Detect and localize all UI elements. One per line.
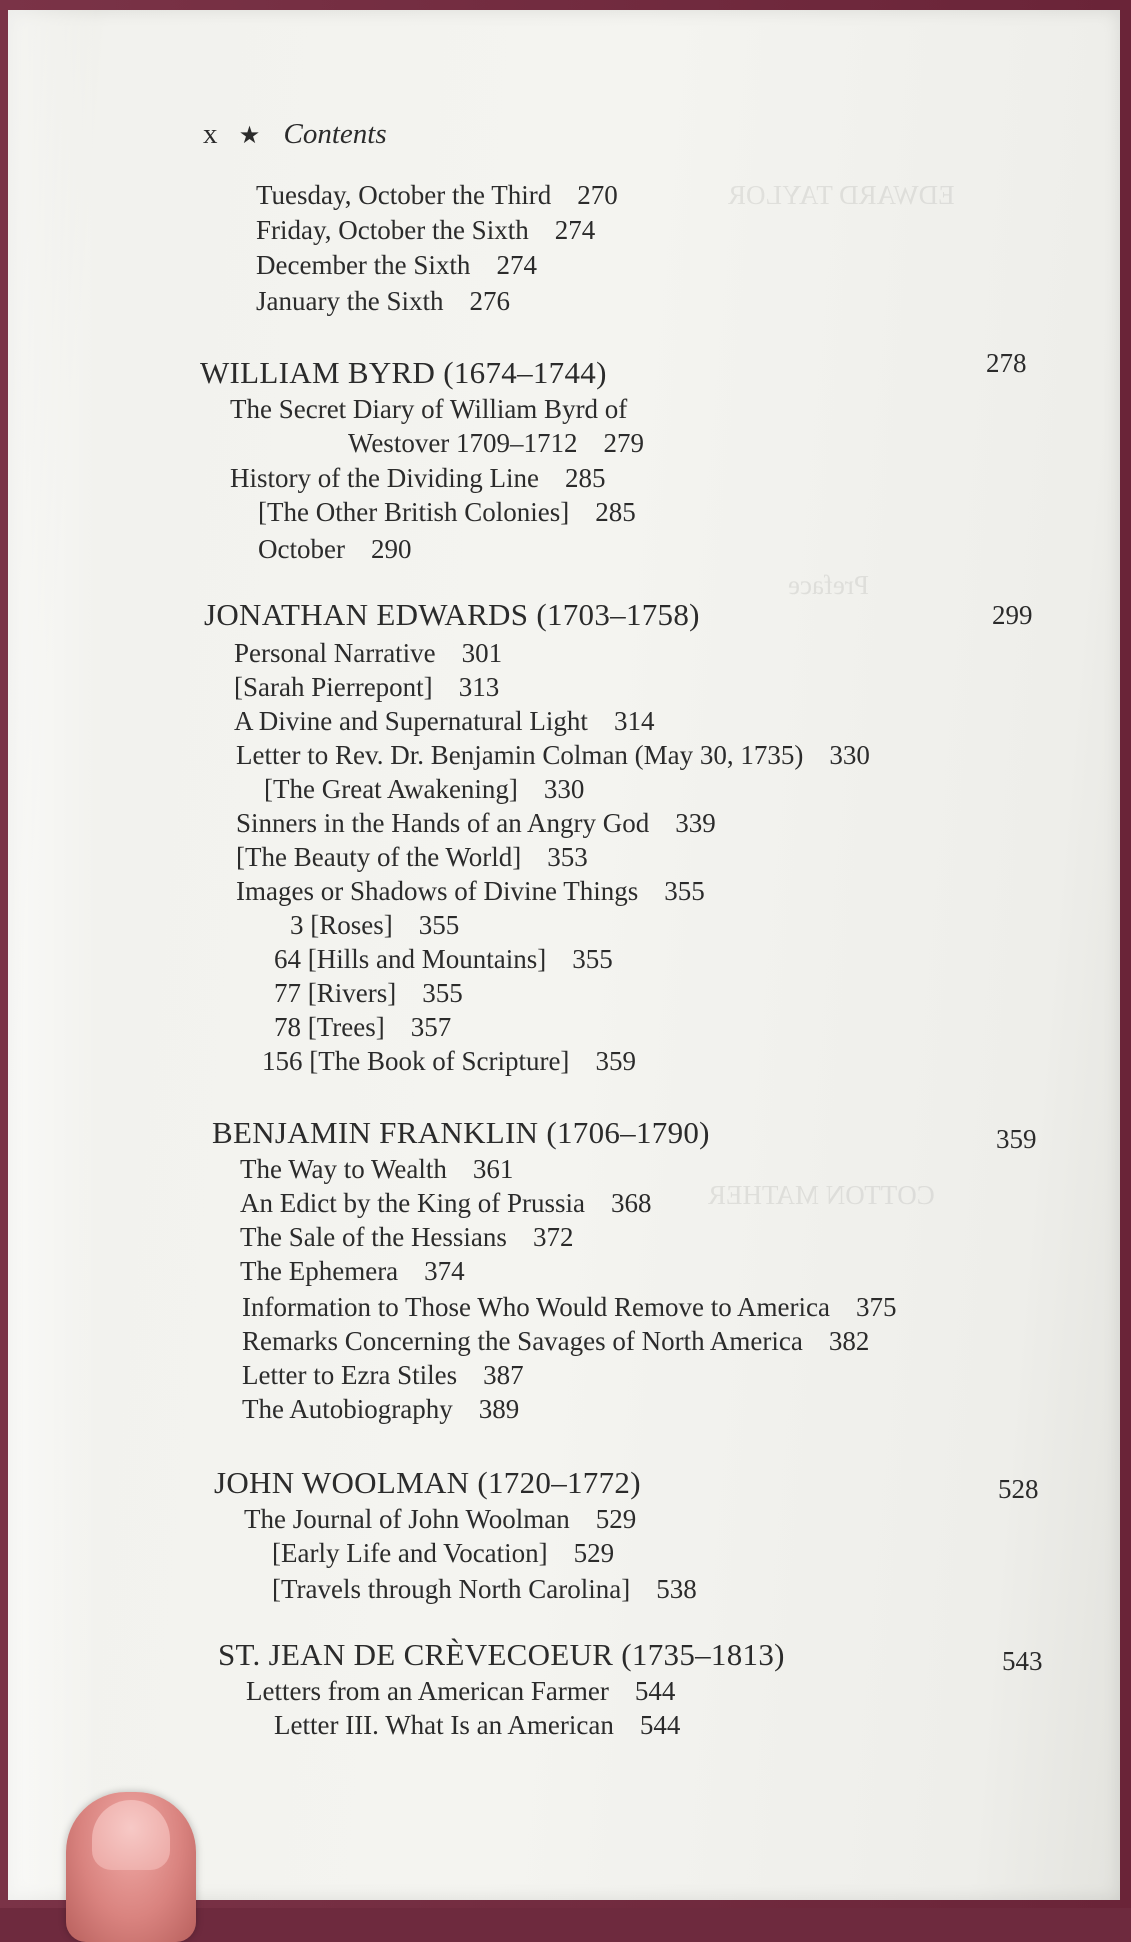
toc-entry-page: 389 [478,1394,520,1424]
toc-entry[interactable] [242,1290,896,1324]
toc-entry[interactable] [230,461,605,495]
bleed-through-text: COTTON MATHER [708,1180,935,1210]
star-ornament-icon: ★ [238,123,261,149]
toc-entry-page: 538 [656,1574,697,1604]
toc-entry-title: History of the Dividing Line [230,463,539,493]
toc-entry-title: [The Beauty of the World] [236,842,522,872]
toc-entry-page: 372 [532,1222,574,1252]
table-of-contents [8,10,1120,1900]
toc-entry[interactable] [236,874,705,908]
toc-entry-title: Letter to Ezra Stiles [242,1360,458,1390]
toc-entry-title: [Travels through North Carolina] [272,1574,631,1604]
toc-entry-page: 314 [613,706,655,736]
toc-entry[interactable] [274,942,613,976]
toc-entry-page: 330 [543,774,585,804]
toc-entry-title: Sinners in the Hands of an Angry God [236,808,650,838]
toc-entry-title: The Sale of the Hessians [240,1222,507,1252]
toc-entry-page: 355 [572,944,613,974]
toc-author-heading[interactable] [212,1116,710,1151]
toc-entry-page: 355 [664,876,705,906]
toc-entry[interactable] [246,1674,675,1708]
contents-page [8,10,1120,1900]
toc-entry-page: 368 [610,1188,652,1218]
toc-entry[interactable] [262,1044,636,1078]
toc-entry[interactable] [274,1010,451,1044]
author-name: ST. JEAN DE CRÈVECOEUR (1735–1813) [218,1637,785,1672]
toc-entry-title: An Edict by the King of Prussia [240,1188,585,1218]
toc-entry[interactable] [348,426,644,460]
toc-entry-title: A Divine and Supernatural Light [234,706,588,736]
toc-entry-title: [The Great Awakening] [264,774,518,804]
toc-entry-page: 375 [855,1292,897,1322]
toc-entry-title: January the Sixth [256,286,444,316]
page-number: x [203,118,218,150]
toc-entry-page: 355 [418,910,460,940]
toc-entry[interactable] [256,213,595,247]
toc-entry-page: 290 [370,534,412,564]
toc-entry-title: [Sarah Pierrepont] [234,672,433,702]
toc-entry[interactable] [242,1358,524,1392]
toc-entry[interactable] [242,1324,869,1358]
toc-entry-page: 274 [554,215,596,245]
toc-entry[interactable] [242,1392,519,1426]
toc-entry[interactable] [272,1572,697,1606]
toc-entry[interactable] [236,806,716,840]
toc-entry-page: 285 [595,497,636,527]
toc-entry[interactable] [234,704,654,738]
toc-entry-page: 529 [573,1538,615,1568]
toc-entry-title: The Journal of John Woolman [244,1504,570,1534]
toc-entry-title: Tuesday, October the Third [256,180,552,210]
toc-entry-page: 357 [410,1012,452,1042]
toc-entry-title: Friday, October the Sixth [256,215,529,245]
toc-entry[interactable] [234,636,502,670]
toc-entry[interactable] [240,1186,651,1220]
toc-entry-page: 382 [828,1326,870,1356]
toc-entry-title: 78 [Trees] [274,1012,385,1042]
toc-author-heading[interactable] [204,598,700,633]
toc-entry-page: 285 [564,463,606,493]
toc-entry-title: 156 [The Book of Scripture] [262,1046,570,1076]
toc-entry-title: Letters from an American Farmer [246,1676,609,1706]
toc-entry-title: 77 [Rivers] [274,978,397,1008]
toc-entry[interactable] [236,738,870,772]
toc-entry-title: Information to Those Who Would Remove to America [242,1292,830,1322]
toc-entry-page: 361 [472,1154,514,1184]
toc-entry[interactable] [290,908,459,942]
bleed-through-text: Preface [788,570,869,600]
toc-entry[interactable] [240,1152,513,1186]
toc-entry-page: 544 [639,1710,681,1740]
toc-entry-title: [The Other British Colonies] [258,497,570,527]
toc-entry[interactable] [240,1220,573,1254]
toc-entry[interactable] [258,532,411,566]
toc-entry-page: 274 [496,250,537,280]
thumb-nail [92,1800,170,1870]
header-title: Contents [283,118,387,150]
toc-author-heading[interactable] [214,1466,641,1501]
author-name: BENJAMIN FRANKLIN (1706–1790) [212,1115,710,1150]
author-page: 528 [998,1474,1039,1504]
bleed-through-text: EDWARD TAYLOR [728,180,955,210]
toc-entry-page: 359 [595,1046,636,1076]
author-page: 359 [996,1124,1037,1154]
toc-entry-page: 339 [675,808,716,838]
toc-entry-page: 529 [595,1504,637,1534]
toc-entry-page: 301 [461,638,503,668]
toc-entry[interactable] [230,392,627,426]
toc-entry-page: 279 [603,428,645,458]
toc-entry-title: December the Sixth [256,250,471,280]
toc-entry-title: The Way to Wealth [240,1154,447,1184]
toc-entry[interactable] [274,976,463,1010]
toc-entry-page: 353 [547,842,588,872]
toc-entry-title: Letter III. What Is an American [274,1710,614,1740]
toc-entry-page: 544 [634,1676,676,1706]
author-name: WILLIAM BYRD (1674–1744) [200,355,607,390]
toc-entry-title: Letter to Rev. Dr. Benjamin Colman (May 30, 1735) [236,740,804,770]
toc-entry-page: 387 [483,1360,524,1390]
toc-entry-title: Images or Shadows of Divine Things [236,876,639,906]
toc-entry-title: The Secret Diary of William Byrd of [230,394,628,424]
toc-entry-title: Remarks Concerning the Savages of North America [242,1326,803,1356]
author-page: 299 [992,600,1033,630]
toc-entry-title: The Ephemera [240,1256,399,1286]
toc-author-heading[interactable] [200,356,607,391]
toc-entry-title: Westover 1709–1712 [348,428,578,458]
running-header [203,118,387,151]
toc-entry[interactable] [244,1502,636,1536]
author-name: JONATHAN EDWARDS (1703–1758) [204,597,700,632]
toc-entry-title: 3 [Roses] [290,910,393,940]
toc-entry[interactable] [256,178,618,212]
toc-entry-page: 374 [424,1256,465,1286]
toc-entry-title: October [258,534,345,564]
toc-entry-page: 330 [829,740,870,770]
toc-entry-page: 270 [577,180,618,210]
toc-entry-title: 64 [Hills and Mountains] [274,944,547,974]
toc-entry[interactable] [236,840,588,874]
toc-entry-page: 313 [458,672,500,702]
toc-entry-title: Personal Narrative [234,638,436,668]
toc-entry-page: 355 [422,978,463,1008]
toc-entry[interactable] [240,1254,465,1288]
toc-entry[interactable] [256,248,537,282]
author-page: 278 [986,348,1027,378]
toc-entry[interactable] [256,284,510,318]
toc-entry-page: 276 [469,286,510,316]
toc-entry[interactable] [272,1536,614,1570]
toc-entry[interactable] [264,772,584,806]
toc-entry[interactable] [274,1708,680,1742]
toc-entry-title: The Autobiography [242,1394,453,1424]
toc-entry-title: [Early Life and Vocation] [272,1538,548,1568]
author-name: JOHN WOOLMAN (1720–1772) [214,1465,641,1500]
toc-entry[interactable] [258,495,636,529]
author-page: 543 [1002,1646,1043,1676]
toc-author-heading[interactable] [218,1638,785,1673]
toc-entry[interactable] [234,670,499,704]
